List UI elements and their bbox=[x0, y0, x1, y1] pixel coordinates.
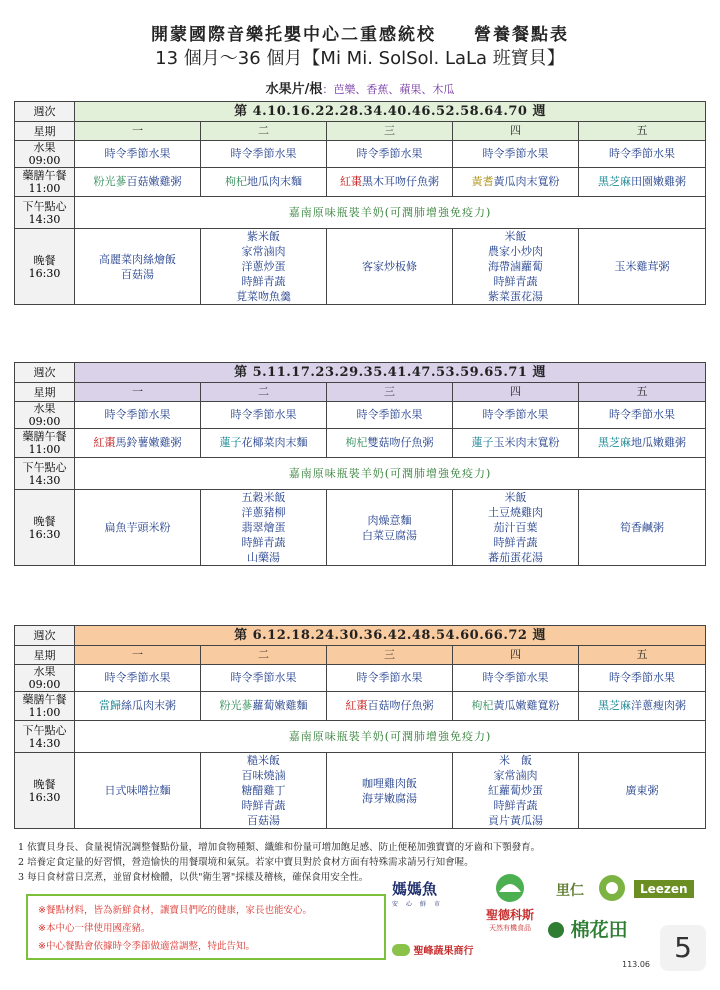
dinner-item: 時鮮青蔬 bbox=[241, 275, 286, 288]
leezen-emblem bbox=[598, 874, 626, 906]
fruit-cell: 時令季節水果 bbox=[579, 402, 706, 429]
vegetable-icon bbox=[392, 944, 410, 956]
dinner-item: 海帶滷蘿蔔 bbox=[488, 260, 543, 273]
dinner-item: 百味燒滷 bbox=[241, 769, 286, 782]
weekday-cell: 三 bbox=[327, 122, 453, 141]
dinner-cell bbox=[579, 753, 706, 829]
santos-logo bbox=[475, 872, 545, 933]
week-label-text: 週次 bbox=[33, 629, 56, 642]
dinner-cell bbox=[75, 490, 201, 566]
fruit-cell: 時令季節水果 bbox=[75, 141, 201, 168]
lunch-herb: 黑芝麻 bbox=[598, 436, 632, 449]
dinner-cell bbox=[201, 753, 327, 829]
leezen-logo-en: Leezen bbox=[634, 880, 694, 898]
dinner-cell bbox=[453, 490, 579, 566]
dinner-item: 時鮮青蔬 bbox=[493, 799, 538, 812]
weekday-cell: 四 bbox=[453, 122, 579, 141]
dinner-item: 翡翠燴蛋 bbox=[241, 521, 286, 534]
weekday-label-text: 星期 bbox=[33, 385, 56, 399]
dinner-item: 糙米飯 bbox=[247, 754, 280, 767]
lunch-cell bbox=[579, 429, 706, 458]
cotton-field-logo-text: 棉花田 bbox=[570, 919, 628, 941]
snack-row bbox=[15, 197, 706, 229]
lunch-cell bbox=[453, 692, 579, 721]
lunch-herb: 紅棗 bbox=[340, 175, 362, 188]
cotton-field-logo bbox=[548, 915, 628, 942]
dinner-item: 廣東粥 bbox=[625, 784, 659, 797]
fruit-row-label-time: 09:00 bbox=[28, 415, 61, 428]
dinner-item: 紅蘿蔔炒蛋 bbox=[488, 784, 543, 797]
lunch-herb: 粉光蔘 bbox=[219, 699, 253, 712]
weekday-cell: 二 bbox=[201, 122, 327, 141]
weekday-cell: 一 bbox=[75, 383, 201, 402]
fruit-row-label bbox=[15, 665, 75, 692]
snack-row-label-text: 下午點心 bbox=[22, 199, 67, 213]
lunch-herb: 當歸 bbox=[99, 699, 121, 712]
dinner-item: 農家小炒肉 bbox=[488, 245, 543, 258]
fruit-label: 水果片/根 bbox=[265, 82, 323, 97]
lunch-herb: 枸杞 bbox=[471, 699, 494, 712]
dinner-row-label-time: 16:30 bbox=[28, 527, 61, 541]
fruit-cell: 時令季節水果 bbox=[327, 141, 453, 168]
weekday-label bbox=[15, 383, 75, 402]
leezen-icon bbox=[598, 874, 626, 902]
dinner-item: 百菇湯 bbox=[121, 267, 154, 281]
dinner-item: 咖哩雞肉飯 bbox=[362, 776, 417, 790]
lunch-cell bbox=[453, 429, 579, 458]
fruit-cell: 時令季節水果 bbox=[579, 665, 706, 692]
weekday-cell: 五 bbox=[579, 646, 706, 665]
dinner-item: 百菇湯 bbox=[247, 814, 280, 827]
weekday-cell: 四 bbox=[453, 646, 579, 665]
lunch-dish: 玉米肉末寬粉 bbox=[493, 436, 560, 449]
dinner-cell bbox=[75, 753, 201, 829]
snack-cell: 嘉南原味瓶裝羊奶(可潤肺增強免疫力) bbox=[75, 458, 706, 490]
dinner-row bbox=[15, 753, 706, 829]
week-table-1 bbox=[14, 101, 706, 305]
lunch-dish: 雙菇吻仔魚粥 bbox=[367, 436, 434, 449]
mamafish-logo-text: 媽媽魚 bbox=[392, 880, 438, 898]
page-number: 5 bbox=[660, 925, 706, 971]
dinner-cell bbox=[327, 753, 453, 829]
dinner-item: 時鮮青蔬 bbox=[241, 536, 286, 549]
fruit-values: ：芭樂、香蕉、蘋果、木瓜 bbox=[322, 83, 455, 96]
weekday-label bbox=[15, 646, 75, 665]
dinner-item: 米飯 bbox=[504, 230, 527, 243]
dinner-row-label bbox=[15, 229, 75, 305]
dinner-cell bbox=[201, 490, 327, 566]
dinner-item: 玉米雞茸粥 bbox=[614, 260, 670, 273]
week-label bbox=[15, 102, 75, 122]
fruit-row-label bbox=[15, 141, 75, 168]
dinner-item: 蕃茄蛋花湯 bbox=[488, 551, 543, 564]
fruit-row bbox=[15, 141, 706, 168]
lunch-herb: 枸杞 bbox=[225, 175, 247, 188]
snack-row-label-time: 14:30 bbox=[28, 473, 61, 487]
dinner-item: 時鮮青蔬 bbox=[493, 275, 538, 288]
dinner-row-label-text: 晚餐 bbox=[33, 777, 56, 791]
lunch-row-label bbox=[15, 692, 75, 721]
mamafish-logo-sub: 安 心 鮮 市 bbox=[392, 901, 442, 908]
lunch-dish: 地瓜嫩雞粥 bbox=[631, 436, 687, 449]
weekday-cell: 二 bbox=[201, 646, 327, 665]
note-line: 1 依寶貝身長、食量視情況調整餐點份量，增加食物種類、纖維和份量可增加飽足感、防止便秘加強寶寶的牙齒和下顎發育。 bbox=[18, 842, 541, 853]
lunch-row-label-time: 11:00 bbox=[28, 706, 61, 719]
weekday-row bbox=[15, 122, 706, 141]
lunch-row-label-text: 藥膳午餐 bbox=[22, 693, 67, 706]
lunch-herb: 黑芝麻 bbox=[598, 699, 632, 712]
dinner-item: 時鮮青蔬 bbox=[493, 536, 538, 549]
weekday-cell: 三 bbox=[327, 383, 453, 402]
fruit-cell: 時令季節水果 bbox=[201, 665, 327, 692]
cotton-icon bbox=[548, 922, 564, 938]
dinner-item: 家常滷肉 bbox=[241, 245, 286, 258]
weekday-cell: 五 bbox=[579, 122, 706, 141]
lunch-dish: 洋蔥瘦肉粥 bbox=[631, 699, 687, 712]
lunch-herb: 黃耆 bbox=[471, 175, 494, 188]
lunch-row-label-time: 11:00 bbox=[28, 182, 61, 195]
lunch-cell bbox=[201, 429, 327, 458]
weekday-cell: 五 bbox=[579, 383, 706, 402]
dinner-item: 肉燥意麵 bbox=[367, 513, 412, 527]
dinner-cell bbox=[201, 229, 327, 305]
weekday-label-text: 星期 bbox=[33, 124, 56, 138]
lunch-dish: 百菇嫩雞粥 bbox=[126, 175, 182, 188]
week-label bbox=[15, 626, 75, 646]
snack-row-label bbox=[15, 197, 75, 229]
dinner-item: 客家炒板條 bbox=[362, 260, 417, 273]
fruit-cell: 時令季節水果 bbox=[75, 402, 201, 429]
fruit-row-label-time: 09:00 bbox=[28, 678, 61, 691]
dinner-item: 日式味噌拉麵 bbox=[104, 784, 171, 797]
dinner-item: 五穀米飯 bbox=[241, 491, 286, 504]
leaf-icon bbox=[487, 872, 533, 904]
weekday-row bbox=[15, 383, 706, 402]
lunch-row-label-text: 藥膳午餐 bbox=[22, 169, 67, 182]
snack-row-label-time: 14:30 bbox=[28, 736, 61, 750]
dinner-item: 洋蔥炒蛋 bbox=[241, 260, 286, 273]
weekday-label bbox=[15, 122, 75, 141]
fruit-cell: 時令季節水果 bbox=[201, 141, 327, 168]
dinner-item: 米 飯 bbox=[499, 754, 532, 767]
dinner-item: 白菜豆腐湯 bbox=[362, 528, 417, 542]
notice-line: ※餐點材料，皆為新鮮食材，讓寶貝們吃的健康，家長也能安心。 bbox=[38, 905, 312, 916]
week-numbers: 第 4.10.16.22.28.34.40.46.52.58.64.70 週 bbox=[75, 102, 706, 122]
fruit-cell: 時令季節水果 bbox=[579, 141, 706, 168]
dinner-item: 貢片黃瓜湯 bbox=[488, 814, 543, 827]
notice-line: ※本中心一律使用國產豬。 bbox=[38, 923, 151, 934]
week-numbers: 第 5.11.17.23.29.35.41.47.53.59.65.71 週 bbox=[75, 363, 706, 383]
fruit-cell: 時令季節水果 bbox=[327, 665, 453, 692]
lunch-dish: 田園嫩雞粥 bbox=[631, 175, 687, 188]
fruit-row-label-text: 水果 bbox=[33, 402, 56, 415]
snack-cell: 嘉南原味瓶裝羊奶(可潤肺增強免疫力) bbox=[75, 721, 706, 753]
dinner-cell bbox=[75, 229, 201, 305]
snack-row-label-text: 下午點心 bbox=[22, 723, 67, 737]
dinner-item: 時鮮青蔬 bbox=[241, 799, 286, 812]
dinner-row-label-text: 晚餐 bbox=[33, 253, 56, 267]
shengfeng-logo bbox=[392, 942, 473, 957]
lunch-herb: 粉光蔘 bbox=[93, 175, 127, 188]
week-header-row bbox=[15, 626, 706, 646]
santos-logo-sub: 天然有機食品 bbox=[489, 924, 531, 932]
date-code: 113.06 bbox=[622, 960, 650, 969]
lunch-cell bbox=[201, 168, 327, 197]
lunch-herb: 枸杞 bbox=[345, 436, 368, 449]
lunch-herb: 黑芝麻 bbox=[598, 175, 632, 188]
lunch-cell bbox=[453, 168, 579, 197]
lunch-dish: 馬鈴薯嫩雞粥 bbox=[115, 436, 182, 449]
fruit-row-label bbox=[15, 402, 75, 429]
lunch-row-label bbox=[15, 429, 75, 458]
week-header-row bbox=[15, 363, 706, 383]
dinner-cell bbox=[327, 229, 453, 305]
lunch-herb: 蓮子 bbox=[471, 436, 494, 449]
dinner-item: 糖醋雞丁 bbox=[241, 784, 286, 797]
dinner-item: 土豆燒雞肉 bbox=[488, 506, 543, 519]
dinner-row-label bbox=[15, 490, 75, 566]
note-line: 2 培養定食定量的好習慣，營造愉快的用餐環境和氣氛。若家中寶貝對於食材方面有特殊需求請另行知會喔。 bbox=[18, 857, 474, 868]
lunch-cell bbox=[75, 429, 201, 458]
snack-row-label bbox=[15, 721, 75, 753]
weekday-cell: 四 bbox=[453, 383, 579, 402]
snack-row-label-text: 下午點心 bbox=[22, 460, 67, 474]
weekday-cell: 二 bbox=[201, 383, 327, 402]
fruit-row-label-text: 水果 bbox=[33, 141, 56, 154]
lunch-cell bbox=[327, 692, 453, 721]
lunch-dish: 黃瓜嫩雞寬粉 bbox=[493, 699, 560, 712]
weekday-cell: 一 bbox=[75, 122, 201, 141]
fruit-cell: 時令季節水果 bbox=[201, 402, 327, 429]
lunch-row-label-time: 11:00 bbox=[28, 443, 61, 456]
dinner-item: 海芽嫩腐湯 bbox=[362, 791, 417, 805]
lunch-cell bbox=[201, 692, 327, 721]
weekday-cell: 三 bbox=[327, 646, 453, 665]
weekday-row bbox=[15, 646, 706, 665]
fruit-row bbox=[15, 665, 706, 692]
dinner-row-label bbox=[15, 753, 75, 829]
lunch-cell bbox=[75, 692, 201, 721]
lunch-row-label-text: 藥膳午餐 bbox=[22, 430, 67, 443]
lunch-dish: 百菇吻仔魚粥 bbox=[367, 699, 434, 712]
lunch-herb: 紅棗 bbox=[93, 436, 116, 449]
fruit-row-label-time: 09:00 bbox=[28, 154, 61, 167]
dinner-row bbox=[15, 229, 706, 305]
lunch-dish: 地瓜肉末麵 bbox=[247, 175, 302, 188]
mamafish-logo bbox=[392, 878, 472, 908]
lunch-dish: 絲瓜肉末粥 bbox=[121, 699, 176, 712]
lunch-row bbox=[15, 168, 706, 197]
dinner-row-label-time: 16:30 bbox=[28, 266, 61, 280]
dinner-cell bbox=[579, 229, 706, 305]
lunch-cell bbox=[327, 168, 453, 197]
dinner-row-label-text: 晚餐 bbox=[33, 514, 56, 528]
dinner-item: 莧菜吻魚羹 bbox=[236, 290, 291, 303]
santos-logo-text: 聖德科斯 bbox=[485, 908, 534, 922]
dinner-row-label-time: 16:30 bbox=[28, 790, 61, 804]
shengfeng-logo-text: 聖峰蔬果商行 bbox=[413, 946, 474, 957]
dinner-item: 筍香鹹粥 bbox=[620, 521, 665, 534]
fruit-cell: 時令季節水果 bbox=[453, 402, 579, 429]
lunch-row-label bbox=[15, 168, 75, 197]
lunch-herb: 蓮子 bbox=[219, 436, 242, 449]
fruit-cell: 時令季節水果 bbox=[75, 665, 201, 692]
dinner-item: 山藥湯 bbox=[247, 551, 280, 564]
dinner-item: 家常滷肉 bbox=[493, 769, 538, 782]
dinner-item: 高麗菜肉絲燴飯 bbox=[99, 252, 176, 266]
dinner-item: 紫菜蛋花湯 bbox=[488, 290, 543, 303]
snack-row bbox=[15, 721, 706, 753]
lunch-row bbox=[15, 429, 706, 458]
dinner-cell bbox=[579, 490, 706, 566]
dinner-cell bbox=[453, 229, 579, 305]
week-label-text: 週次 bbox=[33, 105, 56, 118]
lunch-herb: 紅棗 bbox=[345, 699, 368, 712]
fruit-cell: 時令季節水果 bbox=[327, 402, 453, 429]
lunch-dish: 花椰菜肉末麵 bbox=[241, 436, 308, 449]
lunch-dish: 黑木耳吻仔魚粥 bbox=[362, 175, 439, 188]
leezen-logo-cn: 里仁 bbox=[556, 883, 584, 899]
snack-cell: 嘉南原味瓶裝羊奶(可潤肺增強免疫力) bbox=[75, 197, 706, 229]
week-label bbox=[15, 363, 75, 383]
lunch-dish: 蘿蔔嫩雞麵 bbox=[252, 699, 308, 712]
week-label-text: 週次 bbox=[33, 366, 56, 379]
snack-row-label-time: 14:30 bbox=[28, 212, 61, 226]
dinner-row bbox=[15, 490, 706, 566]
snack-row-label bbox=[15, 458, 75, 490]
lunch-cell bbox=[75, 168, 201, 197]
dinner-item: 紫米飯 bbox=[247, 230, 280, 243]
week-table-2 bbox=[14, 362, 706, 566]
lunch-cell bbox=[579, 692, 706, 721]
page-title: 開蒙國際音樂托嬰中心二重感統校 營養餐點表 bbox=[151, 25, 569, 45]
note-line: 3 每日食材當日烹煮，並留食材檢體，以供"衛生署"採樣及稽核，確保食用安全性。 bbox=[18, 872, 369, 883]
weekday-label-text: 星期 bbox=[33, 648, 56, 662]
lunch-dish: 黃瓜肉末寬粉 bbox=[493, 175, 560, 188]
lunch-cell bbox=[579, 168, 706, 197]
snack-row bbox=[15, 458, 706, 490]
weekday-cell: 一 bbox=[75, 646, 201, 665]
dinner-cell bbox=[327, 490, 453, 566]
fruit-row bbox=[15, 402, 706, 429]
dinner-item: 米飯 bbox=[504, 491, 527, 504]
week-header-row bbox=[15, 102, 706, 122]
page-subtitle: 13 個月～36 個月【Mi Mi. SolSol. LaLa 班寶貝】 bbox=[155, 48, 565, 69]
week-numbers: 第 6.12.18.24.30.36.42.48.54.60.66.72 週 bbox=[75, 626, 706, 646]
week-table-3 bbox=[14, 625, 706, 829]
notice-line: ※中心餐點會依據時令季節做適當調整，特此告知。 bbox=[38, 941, 255, 952]
fruit-info bbox=[0, 78, 720, 97]
fruit-cell: 時令季節水果 bbox=[453, 141, 579, 168]
lunch-row bbox=[15, 692, 706, 721]
dinner-cell bbox=[453, 753, 579, 829]
fruit-row-label-text: 水果 bbox=[33, 665, 56, 678]
fruit-cell: 時令季節水果 bbox=[453, 665, 579, 692]
dinner-item: 扁魚芋頭米粉 bbox=[104, 521, 171, 534]
dinner-item: 茄汁百葉 bbox=[493, 521, 538, 534]
notice-box bbox=[26, 894, 386, 960]
lunch-cell bbox=[327, 429, 453, 458]
dinner-item: 洋蔥豬柳 bbox=[241, 506, 286, 519]
